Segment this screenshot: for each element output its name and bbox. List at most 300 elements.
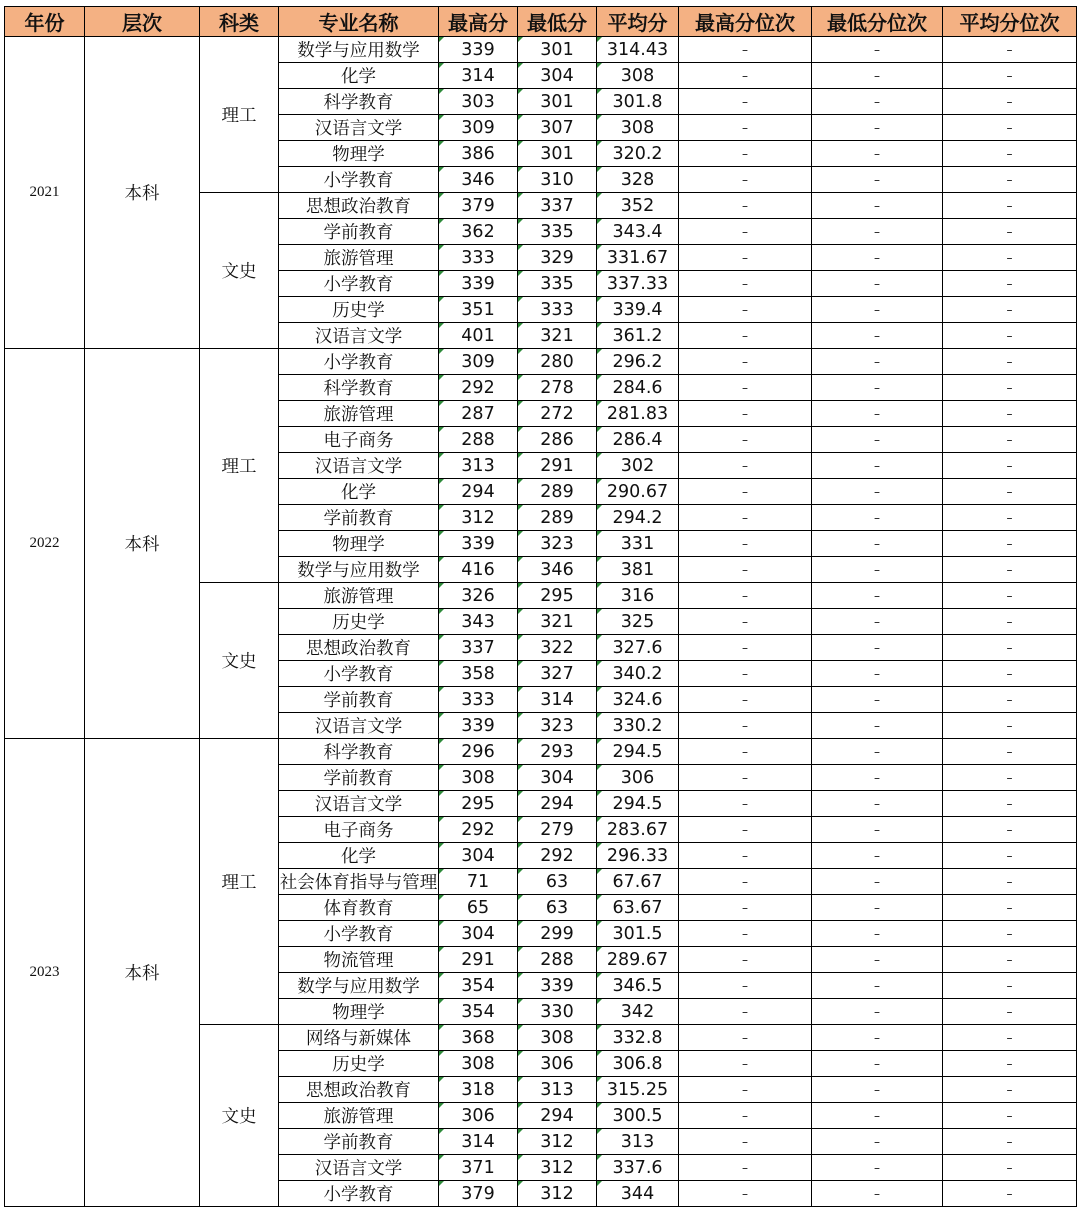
avg-score-cell: 337.33: [597, 271, 679, 297]
major-cell: 思想政治教育: [279, 193, 439, 219]
avg-rank-cell: –: [943, 427, 1077, 453]
max-rank-cell: –: [679, 401, 812, 427]
max-score-cell: 337: [439, 635, 518, 661]
max-score-cell: 379: [439, 1181, 518, 1207]
avg-score-cell: 325: [597, 609, 679, 635]
avg-score-cell: 283.67: [597, 817, 679, 843]
min-score-cell: 339: [518, 973, 597, 999]
max-score-cell: 354: [439, 973, 518, 999]
max-rank-cell: –: [679, 895, 812, 921]
max-score-cell: 313: [439, 453, 518, 479]
avg-rank-cell: –: [943, 193, 1077, 219]
avg-score-cell: 332.8: [597, 1025, 679, 1051]
avg-score-cell: 331.67: [597, 245, 679, 271]
max-rank-cell: –: [679, 1025, 812, 1051]
min-score-cell: 313: [518, 1077, 597, 1103]
min-score-cell: 293: [518, 739, 597, 765]
avg-rank-cell: –: [943, 401, 1077, 427]
avg-score-cell: 343.4: [597, 219, 679, 245]
avg-score-cell: 301.8: [597, 89, 679, 115]
avg-score-cell: 337.6: [597, 1155, 679, 1181]
avg-score-cell: 361.2: [597, 323, 679, 349]
max-rank-cell: –: [679, 557, 812, 583]
min-score-cell: 321: [518, 609, 597, 635]
major-cell: 化学: [279, 843, 439, 869]
avg-rank-cell: –: [943, 999, 1077, 1025]
avg-rank-cell: –: [943, 479, 1077, 505]
avg-score-cell: 381: [597, 557, 679, 583]
max-rank-cell: –: [679, 141, 812, 167]
min-score-cell: 278: [518, 375, 597, 401]
avg-rank-cell: –: [943, 1155, 1077, 1181]
min-rank-cell: –: [812, 713, 943, 739]
min-score-cell: 310: [518, 167, 597, 193]
avg-score-cell: 300.5: [597, 1103, 679, 1129]
min-score-cell: 301: [518, 37, 597, 63]
major-cell: 历史学: [279, 297, 439, 323]
max-rank-cell: –: [679, 1077, 812, 1103]
avg-score-cell: 327.6: [597, 635, 679, 661]
max-rank-cell: –: [679, 713, 812, 739]
max-rank-cell: –: [679, 63, 812, 89]
avg-rank-cell: –: [943, 219, 1077, 245]
table-row: [5, 349, 1077, 375]
avg-score-cell: 296.2: [597, 349, 679, 375]
max-rank-cell: –: [679, 999, 812, 1025]
avg-score-cell: 328: [597, 167, 679, 193]
max-score-cell: 339: [439, 37, 518, 63]
max-rank-cell: –: [679, 739, 812, 765]
max-score-cell: 308: [439, 765, 518, 791]
max-score-cell: 339: [439, 713, 518, 739]
major-cell: 思想政治教育: [279, 1077, 439, 1103]
min-score-cell: 308: [518, 1025, 597, 1051]
avg-rank-cell: –: [943, 973, 1077, 999]
major-cell: 汉语言文学: [279, 1155, 439, 1181]
max-rank-cell: –: [679, 869, 812, 895]
max-score-cell: 309: [439, 115, 518, 141]
avg-score-cell: 306: [597, 765, 679, 791]
max-rank-cell: –: [679, 167, 812, 193]
avg-rank-cell: –: [943, 37, 1077, 63]
major-cell: 旅游管理: [279, 401, 439, 427]
max-score-cell: 371: [439, 1155, 518, 1181]
min-rank-cell: –: [812, 375, 943, 401]
table-row: [5, 739, 1077, 765]
max-rank-cell: –: [679, 583, 812, 609]
avg-rank-cell: –: [943, 245, 1077, 271]
min-score-cell: 295: [518, 583, 597, 609]
min-rank-cell: –: [812, 453, 943, 479]
max-rank-cell: –: [679, 505, 812, 531]
min-score-cell: 346: [518, 557, 597, 583]
major-cell: 小学教育: [279, 1181, 439, 1207]
avg-score-cell: 330.2: [597, 713, 679, 739]
year-cell: 2022: [5, 349, 85, 739]
max-rank-cell: –: [679, 427, 812, 453]
min-rank-cell: –: [812, 427, 943, 453]
min-score-cell: 330: [518, 999, 597, 1025]
avg-score-cell: 316: [597, 583, 679, 609]
max-rank-cell: –: [679, 375, 812, 401]
avg-score-cell: 320.2: [597, 141, 679, 167]
min-rank-cell: –: [812, 583, 943, 609]
avg-rank-cell: –: [943, 89, 1077, 115]
max-rank-cell: –: [679, 219, 812, 245]
major-cell: 历史学: [279, 609, 439, 635]
min-score-cell: 335: [518, 271, 597, 297]
header-major: 专业名称: [279, 7, 439, 37]
max-rank-cell: –: [679, 609, 812, 635]
avg-score-cell: 294.5: [597, 739, 679, 765]
min-score-cell: 322: [518, 635, 597, 661]
major-cell: 数学与应用数学: [279, 37, 439, 63]
avg-score-cell: 67.67: [597, 869, 679, 895]
min-score-cell: 299: [518, 921, 597, 947]
category-cell: 理工: [200, 739, 279, 1025]
max-score-cell: 303: [439, 89, 518, 115]
table-row: [5, 37, 1077, 63]
avg-score-cell: 289.67: [597, 947, 679, 973]
min-score-cell: 304: [518, 63, 597, 89]
min-rank-cell: –: [812, 1025, 943, 1051]
max-score-cell: 401: [439, 323, 518, 349]
avg-rank-cell: –: [943, 1077, 1077, 1103]
max-score-cell: 295: [439, 791, 518, 817]
header-row: [5, 7, 1077, 37]
max-score-cell: 318: [439, 1077, 518, 1103]
min-rank-cell: –: [812, 505, 943, 531]
max-rank-cell: –: [679, 661, 812, 687]
avg-rank-cell: –: [943, 271, 1077, 297]
major-cell: 电子商务: [279, 427, 439, 453]
min-score-cell: 337: [518, 193, 597, 219]
major-cell: 学前教育: [279, 687, 439, 713]
major-cell: 数学与应用数学: [279, 557, 439, 583]
avg-score-cell: 342: [597, 999, 679, 1025]
min-score-cell: 333: [518, 297, 597, 323]
min-rank-cell: –: [812, 635, 943, 661]
major-cell: 物流管理: [279, 947, 439, 973]
avg-rank-cell: –: [943, 921, 1077, 947]
max-score-cell: 333: [439, 245, 518, 271]
max-rank-cell: –: [679, 635, 812, 661]
min-score-cell: 291: [518, 453, 597, 479]
avg-score-cell: 302: [597, 453, 679, 479]
max-score-cell: 291: [439, 947, 518, 973]
avg-rank-cell: –: [943, 375, 1077, 401]
avg-rank-cell: –: [943, 531, 1077, 557]
max-rank-cell: –: [679, 973, 812, 999]
max-score-cell: 326: [439, 583, 518, 609]
major-cell: 小学教育: [279, 921, 439, 947]
category-cell: 理工: [200, 349, 279, 583]
level-cell: 本科: [85, 739, 200, 1207]
max-score-cell: 333: [439, 687, 518, 713]
avg-score-cell: 313: [597, 1129, 679, 1155]
year-cell: 2023: [5, 739, 85, 1207]
max-score-cell: 354: [439, 999, 518, 1025]
min-rank-cell: –: [812, 1077, 943, 1103]
min-rank-cell: –: [812, 219, 943, 245]
major-cell: 小学教育: [279, 661, 439, 687]
header-min-rank: 最低分位次: [812, 7, 943, 37]
max-rank-cell: –: [679, 765, 812, 791]
major-cell: 网络与新媒体: [279, 1025, 439, 1051]
category-cell: 理工: [200, 37, 279, 193]
major-cell: 汉语言文学: [279, 791, 439, 817]
avg-rank-cell: –: [943, 167, 1077, 193]
header-category: 科类: [200, 7, 279, 37]
min-score-cell: 307: [518, 115, 597, 141]
min-score-cell: 312: [518, 1129, 597, 1155]
major-cell: 小学教育: [279, 271, 439, 297]
avg-score-cell: 324.6: [597, 687, 679, 713]
max-rank-cell: –: [679, 1181, 812, 1207]
avg-rank-cell: –: [943, 713, 1077, 739]
min-rank-cell: –: [812, 349, 943, 375]
avg-rank-cell: –: [943, 635, 1077, 661]
avg-rank-cell: –: [943, 63, 1077, 89]
min-rank-cell: –: [812, 869, 943, 895]
major-cell: 旅游管理: [279, 1103, 439, 1129]
avg-rank-cell: –: [943, 947, 1077, 973]
min-rank-cell: –: [812, 141, 943, 167]
avg-rank-cell: –: [943, 609, 1077, 635]
max-score-cell: 287: [439, 401, 518, 427]
min-rank-cell: –: [812, 817, 943, 843]
max-rank-cell: –: [679, 245, 812, 271]
max-rank-cell: –: [679, 921, 812, 947]
max-rank-cell: –: [679, 323, 812, 349]
major-cell: 思想政治教育: [279, 635, 439, 661]
max-rank-cell: –: [679, 271, 812, 297]
min-rank-cell: –: [812, 89, 943, 115]
max-score-cell: 339: [439, 531, 518, 557]
avg-score-cell: 296.33: [597, 843, 679, 869]
max-score-cell: 346: [439, 167, 518, 193]
min-score-cell: 63: [518, 895, 597, 921]
major-cell: 物理学: [279, 141, 439, 167]
max-score-cell: 386: [439, 141, 518, 167]
major-cell: 科学教育: [279, 739, 439, 765]
min-score-cell: 272: [518, 401, 597, 427]
avg-rank-cell: –: [943, 557, 1077, 583]
major-cell: 科学教育: [279, 375, 439, 401]
max-score-cell: 339: [439, 271, 518, 297]
min-score-cell: 327: [518, 661, 597, 687]
min-rank-cell: –: [812, 1181, 943, 1207]
avg-score-cell: 281.83: [597, 401, 679, 427]
min-score-cell: 63: [518, 869, 597, 895]
max-score-cell: 309: [439, 349, 518, 375]
min-score-cell: 294: [518, 1103, 597, 1129]
avg-rank-cell: –: [943, 1181, 1077, 1207]
avg-score-cell: 284.6: [597, 375, 679, 401]
major-cell: 学前教育: [279, 765, 439, 791]
max-score-cell: 294: [439, 479, 518, 505]
min-score-cell: 301: [518, 141, 597, 167]
min-rank-cell: –: [812, 921, 943, 947]
avg-score-cell: 352: [597, 193, 679, 219]
max-score-cell: 304: [439, 921, 518, 947]
category-cell: 文史: [200, 1025, 279, 1207]
avg-rank-cell: –: [943, 1129, 1077, 1155]
min-score-cell: 323: [518, 713, 597, 739]
avg-rank-cell: –: [943, 297, 1077, 323]
avg-rank-cell: –: [943, 817, 1077, 843]
avg-rank-cell: –: [943, 453, 1077, 479]
min-score-cell: 279: [518, 817, 597, 843]
major-cell: 物理学: [279, 531, 439, 557]
max-score-cell: 358: [439, 661, 518, 687]
min-score-cell: 335: [518, 219, 597, 245]
avg-score-cell: 308: [597, 63, 679, 89]
avg-rank-cell: –: [943, 323, 1077, 349]
avg-rank-cell: –: [943, 895, 1077, 921]
header-year: 年份: [5, 7, 85, 37]
table-body: [5, 37, 1077, 1207]
max-score-cell: 308: [439, 1051, 518, 1077]
header-avg-score: 平均分: [597, 7, 679, 37]
avg-rank-cell: –: [943, 1025, 1077, 1051]
min-score-cell: 314: [518, 687, 597, 713]
major-cell: 科学教育: [279, 89, 439, 115]
max-rank-cell: –: [679, 1155, 812, 1181]
min-score-cell: 301: [518, 89, 597, 115]
max-score-cell: 379: [439, 193, 518, 219]
min-rank-cell: –: [812, 323, 943, 349]
min-score-cell: 321: [518, 323, 597, 349]
year-cell: 2021: [5, 37, 85, 349]
major-cell: 旅游管理: [279, 245, 439, 271]
max-score-cell: 416: [439, 557, 518, 583]
max-score-cell: 314: [439, 63, 518, 89]
min-rank-cell: –: [812, 63, 943, 89]
avg-score-cell: 290.67: [597, 479, 679, 505]
max-score-cell: 368: [439, 1025, 518, 1051]
major-cell: 体育教育: [279, 895, 439, 921]
avg-score-cell: 286.4: [597, 427, 679, 453]
major-cell: 化学: [279, 479, 439, 505]
avg-rank-cell: –: [943, 505, 1077, 531]
min-rank-cell: –: [812, 661, 943, 687]
header-avg-rank: 平均分位次: [943, 7, 1077, 37]
avg-score-cell: 314.43: [597, 37, 679, 63]
table-header: [5, 7, 1077, 37]
max-rank-cell: –: [679, 687, 812, 713]
major-cell: 汉语言文学: [279, 453, 439, 479]
min-rank-cell: –: [812, 479, 943, 505]
max-rank-cell: –: [679, 531, 812, 557]
min-score-cell: 280: [518, 349, 597, 375]
max-score-cell: 304: [439, 843, 518, 869]
min-rank-cell: –: [812, 609, 943, 635]
max-rank-cell: –: [679, 817, 812, 843]
level-cell: 本科: [85, 349, 200, 739]
min-score-cell: 304: [518, 765, 597, 791]
major-cell: 小学教育: [279, 349, 439, 375]
min-score-cell: 312: [518, 1181, 597, 1207]
avg-score-cell: 346.5: [597, 973, 679, 999]
max-score-cell: 343: [439, 609, 518, 635]
avg-rank-cell: –: [943, 141, 1077, 167]
avg-score-cell: 315.25: [597, 1077, 679, 1103]
max-rank-cell: –: [679, 1129, 812, 1155]
avg-score-cell: 301.5: [597, 921, 679, 947]
max-rank-cell: –: [679, 479, 812, 505]
avg-rank-cell: –: [943, 791, 1077, 817]
max-rank-cell: –: [679, 1103, 812, 1129]
max-rank-cell: –: [679, 1051, 812, 1077]
min-rank-cell: –: [812, 1129, 943, 1155]
header-level: 层次: [85, 7, 200, 37]
major-cell: 小学教育: [279, 167, 439, 193]
min-rank-cell: –: [812, 843, 943, 869]
avg-rank-cell: –: [943, 869, 1077, 895]
avg-score-cell: 340.2: [597, 661, 679, 687]
min-score-cell: 294: [518, 791, 597, 817]
avg-rank-cell: –: [943, 843, 1077, 869]
level-cell: 本科: [85, 37, 200, 349]
min-rank-cell: –: [812, 791, 943, 817]
max-rank-cell: –: [679, 843, 812, 869]
header-min-score: 最低分: [518, 7, 597, 37]
max-score-cell: 288: [439, 427, 518, 453]
max-rank-cell: –: [679, 947, 812, 973]
min-score-cell: 312: [518, 1155, 597, 1181]
avg-rank-cell: –: [943, 115, 1077, 141]
min-rank-cell: –: [812, 37, 943, 63]
avg-rank-cell: –: [943, 765, 1077, 791]
avg-score-cell: 294.5: [597, 791, 679, 817]
avg-score-cell: 306.8: [597, 1051, 679, 1077]
min-rank-cell: –: [812, 557, 943, 583]
min-rank-cell: –: [812, 245, 943, 271]
max-rank-cell: –: [679, 297, 812, 323]
min-rank-cell: –: [812, 947, 943, 973]
min-score-cell: 292: [518, 843, 597, 869]
min-rank-cell: –: [812, 1155, 943, 1181]
min-rank-cell: –: [812, 297, 943, 323]
min-rank-cell: –: [812, 167, 943, 193]
header-max-score: 最高分: [439, 7, 518, 37]
major-cell: 化学: [279, 63, 439, 89]
major-cell: 汉语言文学: [279, 115, 439, 141]
min-rank-cell: –: [812, 739, 943, 765]
max-rank-cell: –: [679, 193, 812, 219]
min-rank-cell: –: [812, 115, 943, 141]
max-rank-cell: –: [679, 349, 812, 375]
major-cell: 旅游管理: [279, 583, 439, 609]
category-cell: 文史: [200, 193, 279, 349]
header-max-rank: 最高分位次: [679, 7, 812, 37]
min-score-cell: 289: [518, 479, 597, 505]
avg-score-cell: 344: [597, 1181, 679, 1207]
major-cell: 历史学: [279, 1051, 439, 1077]
major-cell: 学前教育: [279, 1129, 439, 1155]
max-score-cell: 292: [439, 817, 518, 843]
avg-rank-cell: –: [943, 687, 1077, 713]
min-rank-cell: –: [812, 401, 943, 427]
max-score-cell: 362: [439, 219, 518, 245]
min-rank-cell: –: [812, 193, 943, 219]
min-score-cell: 329: [518, 245, 597, 271]
max-rank-cell: –: [679, 453, 812, 479]
major-cell: 学前教育: [279, 505, 439, 531]
max-score-cell: 65: [439, 895, 518, 921]
max-score-cell: 306: [439, 1103, 518, 1129]
